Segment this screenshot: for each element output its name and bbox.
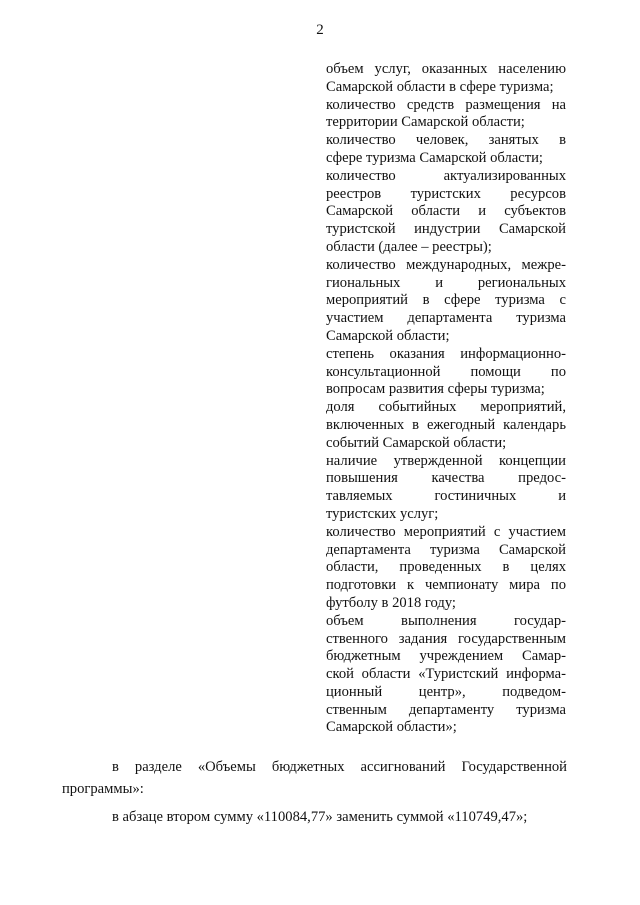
list-item-line: ственным департаменту туризма xyxy=(326,701,566,718)
list-item-line: реестров туристских ресурсов xyxy=(326,185,566,202)
list-item-line: тавляемых гостиничных и xyxy=(326,488,566,505)
list-item-line: мероприятий в сфере туризма с xyxy=(326,292,566,309)
paragraph-line: в разделе «Объемы бюджетных ассигнований Государственной xyxy=(112,759,567,775)
list-item-line: сфере туризма Самарской области; xyxy=(326,149,543,166)
list-item-line: количество человек, занятых в xyxy=(326,132,566,149)
list-item-line: повышения качества предос- xyxy=(326,470,566,487)
list-item-line: Самарской области»; xyxy=(326,719,457,736)
list-item xyxy=(326,613,566,738)
list-item-line: объем услуг, оказанных населению xyxy=(326,61,566,77)
list-item-line: вопросам развития сферы туризма; xyxy=(326,381,545,398)
list-item-line: наличие утвержденной концепции xyxy=(326,452,566,469)
list-item-line: событий Самарской области; xyxy=(326,434,507,451)
list-item-line: гиональных и региональных xyxy=(326,274,566,291)
list-item-line: ской области «Туристский информа- xyxy=(326,666,566,683)
list-item-line: объем выполнения государ- xyxy=(326,612,566,629)
list-item-line: Самарской области и субъектов xyxy=(326,203,566,220)
list-item xyxy=(326,168,566,257)
list-item-line: территории Самарской области; xyxy=(326,114,525,131)
list-item-line: департамента туризма Самарской xyxy=(326,541,566,558)
list-item xyxy=(326,257,566,346)
list-item-line: количество международных, межре- xyxy=(326,256,566,273)
page-number: 2 xyxy=(316,22,324,38)
list-item-line: участием департамента туризма xyxy=(326,310,566,327)
paragraph-section-change xyxy=(62,756,567,800)
list-item-line: Самарской области; xyxy=(326,327,450,344)
list-item-line: включенных в ежегодный календарь xyxy=(326,416,566,433)
paragraph-line: программы»: xyxy=(62,781,144,797)
list-item xyxy=(326,453,566,524)
list-item-line: области, проведенных в целях xyxy=(326,559,566,576)
list-item-line: степень оказания информационно- xyxy=(326,345,566,362)
list-item-line: Самарской области в сфере туризма; xyxy=(326,78,554,95)
list-item-line: количество средств размещения на xyxy=(326,96,566,113)
list-item-line: консультационной помощи по xyxy=(326,363,566,380)
list-item xyxy=(326,399,566,452)
list-item xyxy=(326,132,566,168)
list-item-line: бюджетным учреждением Самар- xyxy=(326,648,566,665)
list-item-line: футболу в 2018 году; xyxy=(326,594,456,611)
list-item xyxy=(326,97,566,133)
paragraph-amount-change: в абзаце втором сумму «110084,77» заменить суммой «110749,47»; xyxy=(112,809,528,825)
list-item xyxy=(326,61,566,97)
list-item-line: количество актуализированных xyxy=(326,167,566,184)
list-item-line: количество мероприятий с участием xyxy=(326,523,566,540)
list-item-line: доля событийных мероприятий, xyxy=(326,399,566,416)
list-item xyxy=(326,524,566,613)
indicator-list xyxy=(326,61,566,737)
list-item-line: туристских услуг; xyxy=(326,505,439,522)
list-item-line: области (далее – реестры); xyxy=(326,238,492,255)
list-item-line: ционный центр», подведом- xyxy=(326,683,566,700)
list-item-line: ственного задания государственным xyxy=(326,630,566,647)
list-item xyxy=(326,346,566,399)
list-item-line: туристской индустрии Самарской xyxy=(326,221,566,238)
list-item-line: подготовки к чемпионату мира по xyxy=(326,577,566,594)
